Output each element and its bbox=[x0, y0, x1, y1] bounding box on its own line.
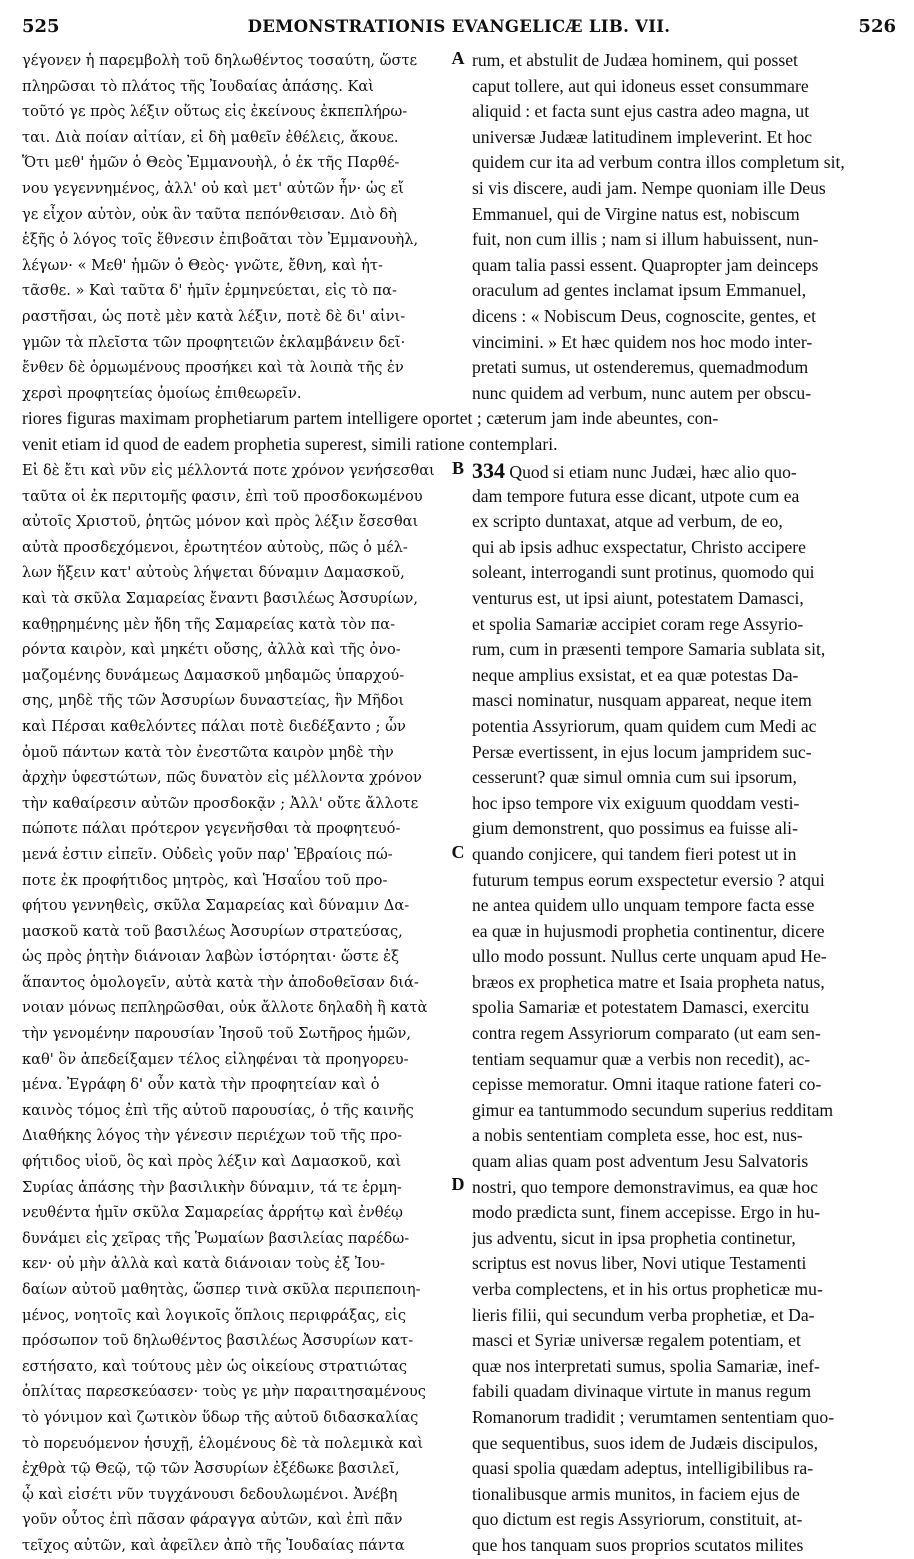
latin-line-section-start bbox=[472, 458, 894, 484]
greek-text-line: ρόντα καιρὸν, καὶ μηκέτι οὔσης, ἀλλὰ καὶ τῆς ὀνο- bbox=[22, 641, 401, 659]
latin-text-line: masci et Syriæ universæ regalem potentiam, et bbox=[472, 1330, 801, 1351]
greek-text-line: γμῶν τὰ πλεῖστα τῶν προφητειῶν ἐκλαμβάνειν δεῖ· bbox=[22, 333, 406, 351]
latin-text-line: quasi spolia quædam adeptus, intelligibilibus ra- bbox=[472, 1458, 814, 1479]
greek-text-line: Διαθήκης λόγος τὴν γένεσιν περιέχων τοῦ τῆς προ- bbox=[22, 1127, 403, 1145]
margin-marker-b: B bbox=[451, 458, 464, 478]
greek-text-line: ται. Διὰ ποίαν αἰτίαν, εἰ δὴ μαθεῖν ἐθέλεις, ἄκουε. bbox=[22, 128, 399, 146]
greek-text-line: μαζομένης δυνάμεως Δαμασκοῦ μηδαμῶς ὑπαρχού- bbox=[22, 666, 405, 684]
latin-text-line: fuit, non cum illis ; nam si illum habuissent, nun- bbox=[472, 229, 819, 250]
greek-text-line: λέγων· « Μεθ' ἡμῶν ὁ Θεὸς· γνῶτε, ἔθνη, καὶ ἡτ- bbox=[22, 256, 383, 274]
greek-text-line: φήτιδος υἱοῦ, ὃς καὶ πρὸς λέξιν καὶ Δαμασκοῦ, καὶ bbox=[22, 1153, 402, 1171]
greek-text-line: Ὅτι μεθ' ἡμῶν ὁ Θεὸς Ἐμμανουὴλ, ὁ ἐκ τῆς Παρθέ- bbox=[22, 154, 400, 172]
latin-text-line: nunc quidem ad verbum, nunc autem per obscu- bbox=[472, 382, 812, 403]
latin-text-line: cesserunt? quæ simul omnia cum sui ipsorum, bbox=[472, 767, 797, 788]
greek-text-line: μένα. Ἐγράφη δ' οὖν κατὰ τὴν προφητείαν καὶ ὁ bbox=[22, 1076, 380, 1094]
running-title: DEMONSTRATIONIS EVANGELICÆ LIB. VII. bbox=[247, 17, 671, 36]
greek-text-line: ᾧ καὶ εἰσέτι νῦν τυγχάνουσι δεδουλωμένοι. Ἀνέβη bbox=[22, 1485, 398, 1503]
latin-text-line: masci nominatur, nusquam appareat, neque item bbox=[472, 690, 812, 711]
latin-text-line: scriptus est novus liber, Novi utique Testamenti bbox=[472, 1253, 807, 1274]
latin-text-line: oraculum ad gentes inclamat ipsum Emmanuel, bbox=[472, 280, 807, 301]
greek-text-line: τὸ πορευόμενον ἡσυχῇ, ἑλομένους δὲ τὰ πολεμικὰ καὶ bbox=[22, 1434, 424, 1452]
greek-text-line: ταῦτα οἱ ἐκ περιτομῆς φασιν, ἐπὶ τοῦ προσδοκωμένου bbox=[22, 487, 423, 505]
latin-text-line: potentia Assyriorum, quam quidem cum Medi ac bbox=[472, 715, 817, 736]
latin-text-line: tentiam sequamur quæ a verbis non recedit), ac- bbox=[472, 1048, 811, 1069]
page-number-left: 525 bbox=[22, 16, 60, 37]
greek-text-line: καθ' ὃν ἀπεδείξαμεν τέλος εἰληφέναι τὰ προηγορευ- bbox=[22, 1050, 409, 1068]
latin-text-line: ea quæ in hujusmodi prophetia continentur, dicere bbox=[472, 920, 825, 941]
latin-text-line: soleant, interrogandi sunt protinus, quomodo qui bbox=[472, 562, 815, 583]
latin-text-line: quidem cur ita ad verbum contra illos completum sit, bbox=[472, 152, 845, 173]
greek-text-line: φήτου γεννηθεὶς, σκῦλα Σαμαρείας καὶ δύναμιν Δα- bbox=[22, 897, 410, 915]
latin-column-top bbox=[472, 48, 894, 406]
latin-text-line: que sequentibus, suos idem de Judæis discipulos, bbox=[472, 1432, 818, 1453]
greek-text-line: τοῦτό γε πρὸς λέξιν οὕτως εἰς ἐκείνους ἐκπεπλήρω- bbox=[22, 103, 408, 121]
latin-text-line: neque amplius exsistat, et ea quæ potestas Da- bbox=[472, 664, 799, 685]
greek-text-line: ὁμοῦ πάντων κατὰ τὸν ἐνεστῶτα καιρὸν μηδὲ τὴν bbox=[22, 743, 394, 761]
greek-text-line: κεν· οὐ μὴν ἀλλὰ καὶ κατὰ διάνοιαν τοὺς ἐξ Ἰου- bbox=[22, 1255, 385, 1273]
latin-text-line: dicens : « Nobiscum Deus, cognoscite, gentes, et bbox=[472, 305, 816, 326]
greek-text-line: ἐχθρὰ τῷ Θεῷ, τῷ τῶν Ἀσσυρίων ἐξέδωκε βασιλεῖ, bbox=[22, 1460, 400, 1478]
latin-text-line: futurum tempus eorum exspectetur eversio ? atqui bbox=[472, 869, 825, 890]
latin-text-line: si vis discere, audi jam. Nempe quoniam ille Deus bbox=[472, 177, 826, 198]
greek-text-line: ὡς πρὸς ῥητὴν διάνοιαν λαβὼν ἱστόρηται· ὥστε ἐξ bbox=[22, 948, 399, 966]
latin-text-line: spolia Samariæ et potestatem Damasci, exercitu bbox=[472, 997, 810, 1018]
greek-text-line: λων ἥξειν κατ' αὐτοὺς λήψεται δύναμιν Δαμασκοῦ, bbox=[22, 564, 405, 582]
greek-text-line: τᾶσθε. » Καὶ ταῦτα δ' ἡμῖν ἑρμηνεύεται, εἰς τὸ πα- bbox=[22, 282, 397, 300]
latin-text-line: a nobis sententiam completa esse, hoc est, nus- bbox=[472, 1125, 803, 1146]
page-number-right: 526 bbox=[858, 16, 896, 37]
greek-text-line: πώποτε πάλαι πρότερον γεγενῆσθαι τὰ προφητευό- bbox=[22, 820, 401, 838]
latin-text-line: gium demonstrent, quo possimus ea fuisse ali- bbox=[472, 818, 798, 839]
greek-text-line: πληρῶσαι τὸ πλάτος τῆς Ἰουδαίας ἁπάσης. Καὶ bbox=[22, 77, 374, 95]
greek-text-line: καὶ Πέρσαι καθελόντες πάλαι ποτὲ διεδέξαντο ; ὧν bbox=[22, 717, 406, 735]
greek-text-line: αὐτοῖς Χριστοῦ, ῥητῶς μόνον καὶ πρὸς λέξιν ἔσεσθαι bbox=[22, 513, 419, 531]
greek-text-line: Συρίας ἁπάσης τὴν βασιλικὴν δύναμιν, τά τε ἑρμη- bbox=[22, 1178, 402, 1196]
greek-text-line: μασκοῦ κατὰ τοῦ βασιλέως Ἀσσυρίων στρατεύσας, bbox=[22, 922, 403, 940]
latin-text-line: nostri, quo tempore demonstravimus, ea quæ hoc bbox=[472, 1176, 818, 1197]
latin-text-line: jus adventu, sicut in ipsa prophetia continetur, bbox=[472, 1227, 796, 1248]
full-width-text bbox=[22, 406, 894, 457]
latin-text-line: vincimini. » Et hæc quidem nos hoc modo inter- bbox=[472, 331, 813, 352]
latin-text-line: ex scripto duntaxat, atque ad verbum, de eo, bbox=[472, 511, 783, 532]
latin-column-bottom bbox=[472, 458, 894, 1559]
latin-line-text: Quod si etiam nunc Judæi, hæc alio quo- bbox=[509, 462, 797, 482]
greek-text-line: ραστῆσαι, ὡς ποτὲ μὲν κατὰ λέξιν, ποτὲ δὲ δι' αἰνι- bbox=[22, 307, 406, 325]
greek-text-line: ἅπαντος ὁμολογεῖν, αὐτὰ κατὰ τὴν ἀποδοθεῖσαν διά- bbox=[22, 973, 419, 991]
latin-text-line: verba complectens, et in his ortus propheticæ mu- bbox=[472, 1279, 823, 1299]
latin-text-line: fabili quadam divinaque virtute in manus regum bbox=[472, 1381, 812, 1402]
latin-text-line: modo prædicta sunt, finem accepisse. Ergo in hu- bbox=[472, 1202, 821, 1223]
section-number: 334 bbox=[472, 458, 505, 483]
margin-marker-c: C bbox=[451, 842, 465, 862]
latin-text-line: universæ Judææ latitudinem impleverint. Et hoc bbox=[472, 126, 813, 147]
latin-text-line: pretati sumus, ut ostenderemus, quemadmodum bbox=[472, 357, 809, 378]
greek-column-bottom bbox=[22, 458, 440, 1559]
latin-text-line: gimur ea tantummodo secundum superius redditam bbox=[472, 1099, 834, 1120]
greek-text-line: ἑξῆς ὁ λόγος τοῖς ἔθνεσιν ἐπιβοᾶται τὸν Ἐμμανουὴλ, bbox=[22, 231, 419, 249]
greek-text-line: σης, μηδὲ τῆς τῶν Ἀσσυρίων δυναστείας, ἣν Μῆδοι bbox=[22, 692, 405, 710]
latin-text-line: rum, et abstulit de Judæa hominem, qui posset bbox=[472, 50, 798, 70]
latin-text-line: venturus est, ut ipsi aiunt, potestatem Damasci, bbox=[472, 587, 804, 608]
greek-text-line: νοιαν μόνως πεπληρῶσθαι, οὐκ ἄλλοτε δηλαδὴ ἢ κατὰ bbox=[22, 999, 428, 1017]
latin-text-line: Persæ evertissent, in ejus locum jampridem suc- bbox=[472, 741, 812, 762]
latin-text-line: Emmanuel, qui de Virgine natus est, nobiscum bbox=[472, 203, 800, 224]
greek-text-line: ἀρχὴν ὑφεστώτων, πῶς δυνατὸν εἰς μέλλοντα χρόνον bbox=[22, 769, 422, 787]
greek-text-line: καθῃρημένης μὲν ἤδη τῆς Σαμαρείας κατὰ τὸν πα- bbox=[22, 615, 396, 633]
latin-text-line: ne antea quidem ullo unquam tempore facta esse bbox=[472, 895, 815, 916]
greek-text-line: νου γεγεννημένος, ἀλλ' οὐ καὶ μετ' αὐτῶν ἦν· ὡς εἴ bbox=[22, 179, 404, 197]
latin-text-line: contra regem Assyriorum comparato (ut eam sen- bbox=[472, 1023, 821, 1044]
latin-text-line: que hos tanquam suos proprios scutatos milites bbox=[472, 1534, 804, 1555]
latin-text-line: Romanorum tradidit ; verumtamen sententiam quo- bbox=[472, 1406, 835, 1427]
latin-text-line: rum, cum in præsenti tempore Samaria sublata sit, bbox=[472, 639, 826, 660]
full-width-line: riores figuras maximam prophetiarum partem intelligere oportet ; cæterum jam inde abeuntes, con- bbox=[22, 408, 719, 428]
greek-text-line: ὁπλίτας παρεσκεύασεν· τοὺς γε μὴν παραιτησαμένους bbox=[22, 1383, 426, 1401]
greek-text-line: τὴν καθαίρεσιν αὐτῶν προσδοκᾷν ; Ἀλλ' οὔτε ἄλλοτε bbox=[22, 794, 419, 812]
latin-text-line: qui ab ipsis adhuc exspectatur, Christo accipere bbox=[472, 536, 806, 557]
latin-text-line: quando conjicere, qui tandem fieri potest ut in bbox=[472, 843, 797, 864]
greek-text-line: τεῖχος αὐτῶν, καὶ ἀφεῖλεν ἀπὸ τῆς Ἰουδαίας πάντα bbox=[22, 1536, 405, 1554]
latin-text-line: caput tollere, aut qui idoneus esset consummare bbox=[472, 75, 809, 96]
latin-text-line: quæ nos interpretati sumus, spolia Samariæ, inef- bbox=[472, 1355, 820, 1376]
latin-text-line: quo dictum est regis Assyriorum, constituit, at- bbox=[472, 1509, 803, 1530]
greek-text-line: Εἰ δὲ ἔτι καὶ νῦν εἰς μέλλοντά ποτε χρόνον γενήσεσθαι bbox=[22, 462, 435, 479]
greek-column-top bbox=[22, 48, 440, 406]
latin-text-line: aliquid : et facta sunt ejus castra adeo magna, ut bbox=[472, 101, 810, 122]
greek-text-line: ἔνθεν δὲ ὁρμωμένους προσήκει καὶ τὰ λοιπὰ τῆς ἐν bbox=[22, 359, 404, 377]
margin-marker-a: A bbox=[451, 48, 465, 68]
greek-text-line: νευθέντα ἡμῖν σκῦλα Σαμαρείας ἀρρήτῳ καὶ ἐνθέῳ bbox=[22, 1204, 403, 1222]
latin-text-line: bræos ex prophetica matre et Isaia propheta natus, bbox=[472, 971, 825, 992]
margin-marker-d: D bbox=[451, 1174, 465, 1194]
greek-text-line: γέγονεν ἡ παρεμβολὴ τοῦ δηλωθέντος τοσαύτη, ὥστε bbox=[22, 52, 418, 69]
latin-text-line: quam talia passi essent. Quapropter jam deinceps bbox=[472, 254, 819, 275]
greek-text-line: μένος, νοητοῖς καὶ λογικοῖς ὅπλοις περιφράξας, εἰς bbox=[22, 1306, 407, 1324]
greek-text-line: δαίων αὐτοῦ μαθητὰς, ὥσπερ τινὰ σκῦλα περιπεποιη- bbox=[22, 1281, 421, 1298]
greek-text-line: πρόσωπον τοῦ δηλωθέντος βασιλέως Ἀσσυρίων κατ- bbox=[22, 1332, 414, 1350]
greek-text-line: εστήσατο, καὶ τούτους μὲν ὡς οἰκείους στρατιώτας bbox=[22, 1357, 408, 1375]
latin-text-line: dam tempore futura esse dicant, utpote cum ea bbox=[472, 485, 800, 506]
full-width-line: venit etiam id quod de eadem prophetia superest, simili ratione contemplari. bbox=[22, 433, 558, 454]
latin-text-line: et spolia Samariæ accipiet coram rege Assyrio- bbox=[472, 613, 804, 634]
greek-text-line: δυνάμει εἰς χεῖρας τῆς Ῥωμαίων βασιλείας παρέδω- bbox=[22, 1229, 410, 1247]
greek-text-line: καὶ τὰ σκῦλα Σαμαρείας ἔναντι βασιλέως Ἀσσυρίων, bbox=[22, 589, 419, 607]
greek-text-line: ποτε ἐκ προφήτιδος μητρὸς, καὶ Ἡσαΐου τοῦ προ- bbox=[22, 871, 388, 889]
greek-text-line: τὴν γενομένην παρουσίαν Ἰησοῦ τοῦ Σωτῆρος ἡμῶν, bbox=[22, 1025, 412, 1043]
latin-text-line: quam alias quam post adventum Jesu Salvatoris bbox=[472, 1151, 809, 1172]
greek-text-line: χερσὶ προφητείας ὁμοίως ἐπιθεωρεῖν. bbox=[22, 384, 302, 402]
greek-text-line: καινὸς τόμος ἐπὶ τῆς αὐτοῦ παρουσίας, ὁ τῆς καινῆς bbox=[22, 1101, 414, 1119]
greek-text-line: γε εἶχον αὐτὸν, οὐκ ἂν ταῦτα πεπόνθεισαν. Διὸ δὴ bbox=[22, 205, 397, 223]
latin-text-line: cepisse memoratur. Omni itaque ratione fateri co- bbox=[472, 1074, 822, 1095]
latin-text-line: tionalibusque armis munitos, in faciem ejus de bbox=[472, 1483, 800, 1504]
greek-text-line: τὸ γόνιμον καὶ ζωτικὸν ὕδωρ τῆς αὐτοῦ διδασκαλίας bbox=[22, 1408, 419, 1426]
greek-text-line: μενά ἐστιν εἰπεῖν. Οὐδεὶς γοῦν παρ' Ἑβραίοις πώ- bbox=[22, 845, 393, 863]
latin-text-line: ullo modo possunt. Nullus certe unquam apud He- bbox=[472, 946, 827, 967]
latin-text-line: hoc ipso tempore vix exiguum quoddam vesti- bbox=[472, 792, 800, 813]
page-header bbox=[22, 16, 896, 42]
latin-text-line: lieris filii, qui secundum verba prophetiæ, et Da- bbox=[472, 1304, 815, 1325]
greek-text-line: αὐτὰ προσδεχόμενοι, ἐρωτητέον αὐτοὺς, πῶς ὁ μέλ- bbox=[22, 538, 408, 556]
greek-text-line: γοῦν οὗτος ἐπὶ πᾶσαν φάραγγα αὐτῶν, καὶ ἐπὶ πᾶν bbox=[22, 1511, 403, 1529]
